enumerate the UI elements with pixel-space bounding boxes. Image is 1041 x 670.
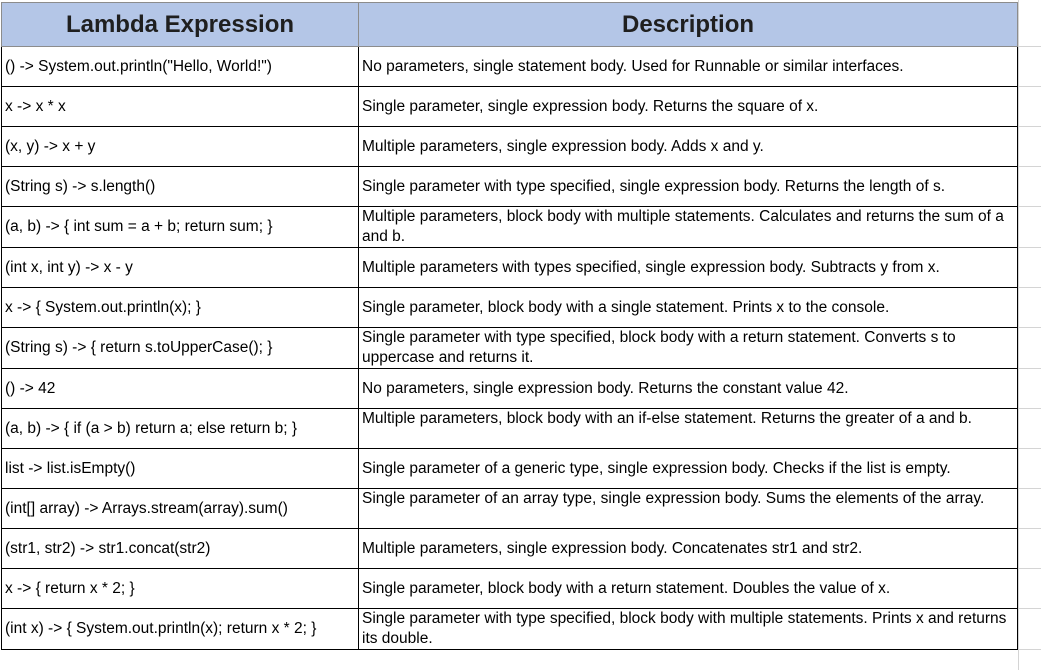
description-cell[interactable]: Multiple parameters, single expression body. Concatenates str1 and str2. bbox=[359, 529, 1018, 569]
gridline bbox=[1019, 368, 1041, 369]
header-description[interactable]: Description bbox=[359, 3, 1018, 47]
table-row bbox=[2, 328, 1018, 369]
table-row bbox=[2, 489, 1018, 529]
table-row bbox=[2, 369, 1018, 409]
description-cell[interactable]: No parameters, single expression body. Returns the constant value 42. bbox=[359, 369, 1018, 409]
empty-grid-column bbox=[1018, 0, 1041, 670]
gridline bbox=[1019, 126, 1041, 127]
gridline bbox=[1019, 408, 1041, 409]
gridline bbox=[1019, 448, 1041, 449]
table-row bbox=[2, 609, 1018, 650]
description-cell[interactable]: Multiple parameters, single expression body. Adds x and y. bbox=[359, 127, 1018, 167]
description-cell[interactable]: Single parameter with type specified, block body with multiple statements. Prints x and returns its double. bbox=[359, 609, 1018, 650]
description-cell[interactable]: Multiple parameters, block body with an if-else statement. Returns the greater of a and b. bbox=[359, 409, 1018, 449]
table-row bbox=[2, 449, 1018, 489]
lambda-table bbox=[1, 2, 1018, 650]
header-lambda-expression[interactable]: Lambda Expression bbox=[2, 3, 359, 47]
gridline bbox=[1019, 166, 1041, 167]
table-row bbox=[2, 409, 1018, 449]
expression-cell[interactable]: (String s) -> { return s.toUpperCase(); } bbox=[2, 328, 359, 369]
table-row bbox=[2, 127, 1018, 167]
expression-cell[interactable]: (x, y) -> x + y bbox=[2, 127, 359, 167]
expression-cell[interactable]: (a, b) -> { int sum = a + b; return sum; } bbox=[2, 207, 359, 248]
expression-cell[interactable]: (int x, int y) -> x - y bbox=[2, 248, 359, 288]
gridline bbox=[1019, 206, 1041, 207]
table-row bbox=[2, 207, 1018, 248]
description-cell[interactable]: Single parameter with type specified, block body with a return statement. Converts s to uppercase and returns it. bbox=[359, 328, 1018, 369]
table-row bbox=[2, 87, 1018, 127]
description-cell[interactable]: Multiple parameters, block body with multiple statements. Calculates and returns the sum of a and b. bbox=[359, 207, 1018, 248]
description-cell[interactable]: Single parameter, block body with a single statement. Prints x to the console. bbox=[359, 288, 1018, 328]
table-row bbox=[2, 288, 1018, 328]
description-cell[interactable]: Single parameter with type specified, single expression body. Returns the length of s. bbox=[359, 167, 1018, 207]
gridline bbox=[1019, 528, 1041, 529]
expression-cell[interactable]: x -> { return x * 2; } bbox=[2, 569, 359, 609]
gridline bbox=[1019, 247, 1041, 248]
gridline bbox=[1019, 46, 1041, 47]
description-cell[interactable]: Single parameter, single expression body. Returns the square of x. bbox=[359, 87, 1018, 127]
table-row bbox=[2, 569, 1018, 609]
expression-cell[interactable]: (String s) -> s.length() bbox=[2, 167, 359, 207]
expression-cell[interactable]: x -> { System.out.println(x); } bbox=[2, 288, 359, 328]
header-row bbox=[2, 3, 1018, 47]
gridline bbox=[1019, 287, 1041, 288]
gridline bbox=[1019, 608, 1041, 609]
expression-cell[interactable]: (str1, str2) -> str1.concat(str2) bbox=[2, 529, 359, 569]
gridline bbox=[1019, 568, 1041, 569]
description-cell[interactable]: Single parameter of an array type, single expression body. Sums the elements of the array. bbox=[359, 489, 1018, 529]
gridline bbox=[1019, 649, 1041, 650]
description-cell[interactable]: Single parameter, block body with a return statement. Doubles the value of x. bbox=[359, 569, 1018, 609]
table-row bbox=[2, 529, 1018, 569]
expression-cell[interactable]: (int x) -> { System.out.println(x); return x * 2; } bbox=[2, 609, 359, 650]
gridline bbox=[1019, 488, 1041, 489]
description-cell[interactable]: Single parameter of a generic type, single expression body. Checks if the list is empty. bbox=[359, 449, 1018, 489]
table-row bbox=[2, 47, 1018, 87]
table-row bbox=[2, 167, 1018, 207]
gridline bbox=[1019, 86, 1041, 87]
table-row bbox=[2, 248, 1018, 288]
expression-cell[interactable]: () -> System.out.println("Hello, World!") bbox=[2, 47, 359, 87]
expression-cell[interactable]: x -> x * x bbox=[2, 87, 359, 127]
gridline bbox=[1019, 327, 1041, 328]
expression-cell[interactable]: (int[] array) -> Arrays.stream(array).sum() bbox=[2, 489, 359, 529]
expression-cell[interactable]: (a, b) -> { if (a > b) return a; else return b; } bbox=[2, 409, 359, 449]
expression-cell[interactable]: list -> list.isEmpty() bbox=[2, 449, 359, 489]
expression-cell[interactable]: () -> 42 bbox=[2, 369, 359, 409]
description-cell[interactable]: No parameters, single statement body. Used for Runnable or similar interfaces. bbox=[359, 47, 1018, 87]
description-cell[interactable]: Multiple parameters with types specified, single expression body. Subtracts y from x. bbox=[359, 248, 1018, 288]
